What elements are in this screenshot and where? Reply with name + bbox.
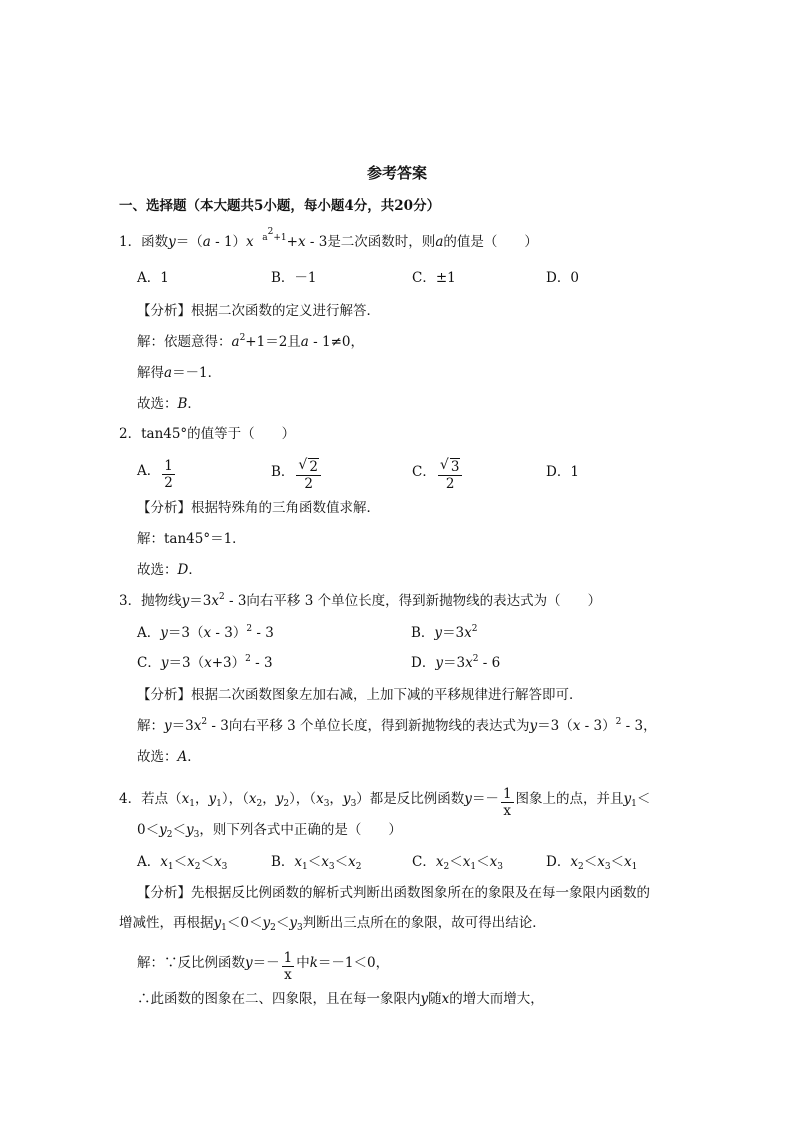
q4-analysis-line1: 【分析】先根据反比例函数的解析式判断出函数图象所在的象限及在每一象限内函数的 [137, 885, 650, 901]
q3-analysis: 【分析】根据二次函数图象左加右减，上加下减的平移规律进行解答即可． [137, 687, 583, 703]
q2-option-d: D．1 [546, 464, 579, 480]
q1-choice [137, 394, 201, 414]
q1-option-d: D．0 [546, 270, 579, 286]
q4-frac-denominator: x [503, 803, 512, 819]
q3-choice [137, 747, 201, 767]
q2-c-denominator: 2 [445, 476, 455, 492]
q2-choice-letter: D [177, 562, 189, 578]
q4-option-c: C．$x_2<x_1<x_3$ [412, 854, 503, 872]
q2-a-denominator: 2 [164, 475, 173, 491]
q3-solution: 解：$y=3x^2 - 3$向右平移 3 个单位长度，得到新抛物线的表达式为y＝3（x - 3）$^2$ - 3， [137, 717, 657, 734]
q3-sol-prefix: 解： [137, 718, 164, 734]
q3-stem-prefix: 3．抛物线 [119, 593, 182, 609]
q4-option-a-label: A． [137, 854, 161, 870]
q1-solution-line2: 解得a＝－1． [137, 365, 222, 381]
q2-option-a-label: A． [137, 463, 161, 479]
q3-option-b: B．$y=3x^2$ [411, 624, 478, 641]
q2-b-radicand: 2 [309, 459, 319, 475]
q4-sol1-middle: 中 [296, 955, 310, 971]
q2-c-radicand: 3 [450, 459, 460, 475]
q1-analysis: 【分析】根据二次函数的定义进行解答． [137, 303, 380, 319]
q1-choice-letter: B [177, 396, 188, 412]
q3-option-d-label: D． [411, 655, 436, 671]
q4-analysis2-prefix: 增减性，再根据 [119, 915, 214, 931]
q4-solution-line2: ∴此函数的图象在二、四象限，且在每一象限内y随x的增大而增大， [137, 991, 544, 1007]
question-2-options [137, 452, 637, 492]
q4-stem-middle2: 图象上的点，并且 [515, 791, 624, 807]
q3-sol-end: ， [643, 718, 657, 734]
q4-option-c-label: C． [412, 854, 436, 870]
q1-sol2-value: ＝－1． [172, 365, 222, 381]
q3-option-c-label: C． [137, 655, 161, 671]
question-1-stem: 1．函数y＝（a - 1）x $^{a^2+1}$+x - 3是二次函数时，则a的值是（ ） [119, 227, 538, 250]
q2-option-c [412, 458, 464, 492]
q2-option-a [137, 458, 177, 491]
q3-stem-rest: 向右平移 3 个单位长度，得到新抛物线的表达式为（ ） [246, 593, 602, 609]
q4-sol2-end: 的增大而增大， [449, 991, 544, 1007]
q1-stem-middle: 是二次函数时，则 [327, 234, 436, 250]
q1-stem-prefix: 1．函数 [119, 234, 169, 250]
q1-solution-line1: 解：依题意得：$a^2+1=2$且a - 1≠0， [137, 333, 364, 350]
q4-option-d-label: D． [546, 854, 571, 870]
q2-b-denominator: 2 [304, 476, 314, 492]
q3-sol-middle: 向右平移 3 个单位长度，得到新抛物线的表达式为 [228, 718, 530, 734]
q4-sol2-middle: 随 [428, 991, 442, 1007]
q1-sol1-end: ， [350, 334, 364, 350]
q2-option-c-label: C． [412, 464, 436, 480]
q2-option-b-label: B． [271, 464, 295, 480]
q2-option-b [271, 458, 323, 492]
q1-option-a: A．1 [137, 270, 169, 286]
q4-option-b: B．$x_1<x_3<x_2$ [271, 854, 362, 872]
q4-stem-middle: 都是反比例函数 [369, 791, 465, 807]
q4-stem-end: ，则下列各式中正确的是（ ） [199, 822, 402, 838]
q3-option-c: C．$y=3(x+3)^2 - 3$ [137, 654, 273, 671]
q3-choice-letter: A [177, 749, 188, 765]
q1-choice-label: 故选： [137, 396, 178, 412]
q1-sol1-prefix: 解：依题意得： [137, 334, 232, 350]
q3-option-b-label: B． [411, 625, 435, 641]
question-3-stem: 3．抛物线$y=3x^2 - 3$向右平移 3 个单位长度，得到新抛物线的表达式为（ ） [119, 592, 602, 609]
q4-stem-prefix: 4．若点 [119, 791, 169, 807]
question-2-stem: 2．tan45°的值等于（ ） [119, 426, 296, 442]
q4-sol2-prefix: ∴此函数的图象在二、四象限，且在每一象限内 [137, 991, 421, 1007]
q4-analysis-line2: 增减性，再根据$y_1<0<y_2<y_3$判断出三点所在的象限，故可得出结论． [119, 915, 546, 933]
q2-choice [137, 560, 202, 580]
q3-option-d: D．$y=3x^2 - 6$ [411, 654, 501, 671]
q2-choice-label: 故选： [137, 562, 178, 578]
q1-stem-end: 的值是（ ） [443, 234, 538, 250]
q4-frac-numerator: 1 [502, 786, 512, 802]
q4-sol1-end: ＝－1＜0， [317, 955, 390, 971]
q2-solution: 解：tan45°＝1． [137, 531, 246, 547]
q1-choice-end: ． [187, 396, 201, 412]
q2-a-numerator: 1 [164, 458, 173, 474]
q4-option-b-label: B． [271, 854, 295, 870]
section-heading: 一、选择题（本大题共5小题，每小题4分，共20分） [119, 198, 441, 214]
q4-option-a: A．$x_1<x_2<x_3$ [137, 854, 228, 872]
q1-option-b: B．－1 [271, 270, 317, 286]
q3-option-a: A．y＝3（x - 3）$^2$ - 3 [137, 624, 274, 641]
question-4-stem-line2: $0<y_2<y_3$，则下列各式中正确的是（ ） [137, 822, 402, 840]
q3-choice-end: ． [187, 749, 201, 765]
q2-choice-end: ． [188, 562, 202, 578]
page-title: 参考答案 [366, 164, 427, 182]
q3-choice-label: 故选： [137, 749, 178, 765]
q4-option-d: D．$x_2<x_3<x_1$ [546, 854, 638, 872]
q2-analysis: 【分析】根据特殊角的三角函数值求解． [137, 500, 380, 516]
q1-option-c: C．±1 [412, 270, 456, 286]
q4-solution-line1: 解：∵反比例函数y＝－ $\frac{1}{x}$ 中k＝－1＜0， [137, 950, 390, 983]
q3-option-a-label: A． [137, 625, 161, 641]
q1-sol2-prefix: 解得 [137, 365, 164, 381]
q4-sol1-prefix: 解：∵反比例函数 [137, 955, 245, 971]
question-4-stem-line1: 4．若点（$x_1$，$y_1$），（$x_2$，$y_2$），（$x_3$，$y_3$）都是反比例函数y＝－ $\frac{1}{x}$ 图象上的点，并且$y_1<$ [119, 786, 651, 819]
q4-analysis2-rest: 判断出三点所在的象限，故可得出结论． [302, 915, 546, 931]
q1-sol1-middle: ＝2且 [265, 334, 301, 350]
